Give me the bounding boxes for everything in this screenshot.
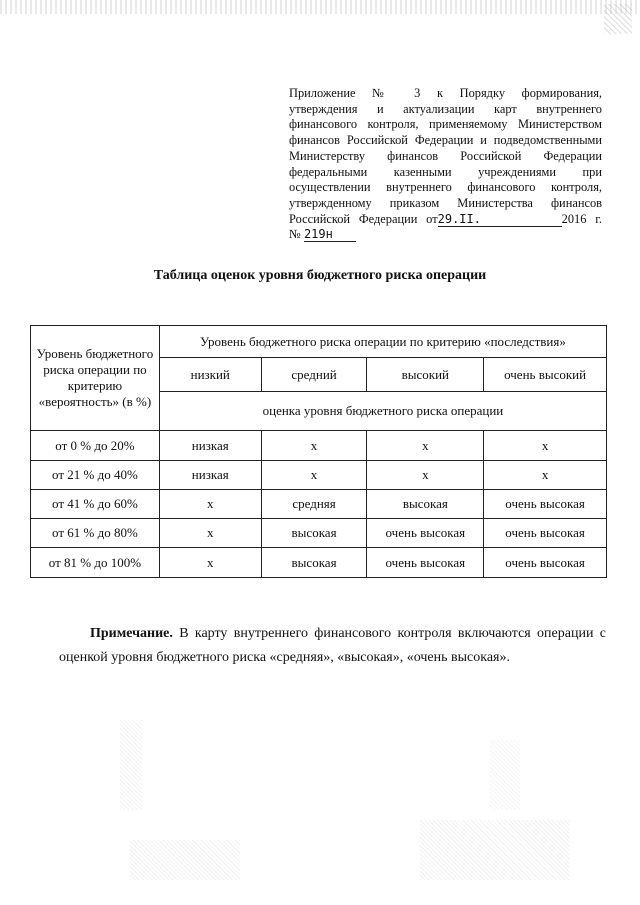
appendix-line: Министерству финансов Российской Федерации <box>289 148 602 163</box>
appendix-line: осуществлении внутреннего финансового контроля, <box>289 180 602 195</box>
row-label: от 0 % до 20% <box>31 431 160 461</box>
table-row <box>31 548 607 578</box>
table-cell: очень высокая <box>484 548 607 578</box>
scan-artifact <box>120 720 142 810</box>
table-cell: очень высокая <box>367 519 484 548</box>
assessment-header: оценка уровня бюджетного риска операции <box>159 392 606 431</box>
table-cell: х <box>367 431 484 461</box>
appendix-line: утвержденному приказом Министерства финансов <box>289 195 602 210</box>
column-header: очень высокий <box>484 358 607 392</box>
row-header-cell: Уровень бюджетного риска операции по критерию «вероятность» (в %) <box>31 326 160 431</box>
table-cell: низкая <box>159 461 261 490</box>
note-label: Примечание. <box>90 626 173 641</box>
table-cell: х <box>261 431 367 461</box>
table-row <box>31 519 607 548</box>
row-label: от 21 % до 40% <box>31 461 160 490</box>
table-row <box>31 461 607 490</box>
appendix-date-line <box>289 212 602 228</box>
appendix-number-value: 219н <box>304 228 356 242</box>
appendix-date-value: 29.II. <box>438 213 562 227</box>
table-cell: х <box>159 490 261 519</box>
table-cell: х <box>367 461 484 490</box>
table-cell: очень высокая <box>367 548 484 578</box>
appendix-line: утверждения и актуализации карт внутреннего <box>289 101 602 116</box>
table-cell: высокая <box>261 519 367 548</box>
note-paragraph <box>59 622 606 670</box>
appendix-number-prefix: № <box>289 227 301 242</box>
appendix-line: финансового контроля, применяемому Министерством <box>289 117 602 132</box>
table-cell: высокая <box>261 548 367 578</box>
row-label: от 61 % до 80% <box>31 519 160 548</box>
consequence-header: Уровень бюджетного риска операции по критерию «последствия» <box>159 326 606 358</box>
appendix-date-suffix: 2016 г. <box>561 211 602 226</box>
table-cell: очень высокая <box>484 519 607 548</box>
table-cell: х <box>159 519 261 548</box>
appendix-line: Приложение № 3 к Порядку формирования, <box>289 86 602 100</box>
column-header: высокий <box>367 358 484 392</box>
table-cell: низкая <box>159 431 261 461</box>
document-title: Таблица оценок уровня бюджетного риска операции <box>153 268 487 283</box>
table-cell: х <box>484 461 607 490</box>
scan-artifact <box>130 840 240 880</box>
note-text: В карту внутреннего финансового контроля включаются операции с оценкой уровня бюджетного риска «средняя», «высокая», «очень высокая». <box>59 626 606 665</box>
scan-artifact-corner <box>604 4 632 34</box>
table-row <box>31 431 607 461</box>
appendix-date-prefix: Российской Федерации от <box>289 211 438 226</box>
table-cell: очень высокая <box>484 490 607 519</box>
row-label: от 81 % до 100% <box>31 548 160 578</box>
appendix-header <box>289 86 602 243</box>
scan-artifact-top <box>0 0 640 14</box>
scan-artifact <box>490 740 520 810</box>
table-cell: высокая <box>367 490 484 519</box>
table-cell: х <box>159 548 261 578</box>
table-cell: х <box>261 461 367 490</box>
appendix-line: финансов Российской Федерации и подведомственными <box>289 133 602 148</box>
scan-artifact <box>420 820 570 880</box>
appendix-line: федеральными казенными учреждениями при <box>289 164 602 179</box>
table-cell: средняя <box>261 490 367 519</box>
appendix-number-line <box>289 227 602 243</box>
risk-table <box>30 325 607 578</box>
row-label: от 41 % до 60% <box>31 490 160 519</box>
column-header: средний <box>261 358 367 392</box>
column-header: низкий <box>159 358 261 392</box>
table-row <box>31 490 607 519</box>
table-cell: х <box>484 431 607 461</box>
